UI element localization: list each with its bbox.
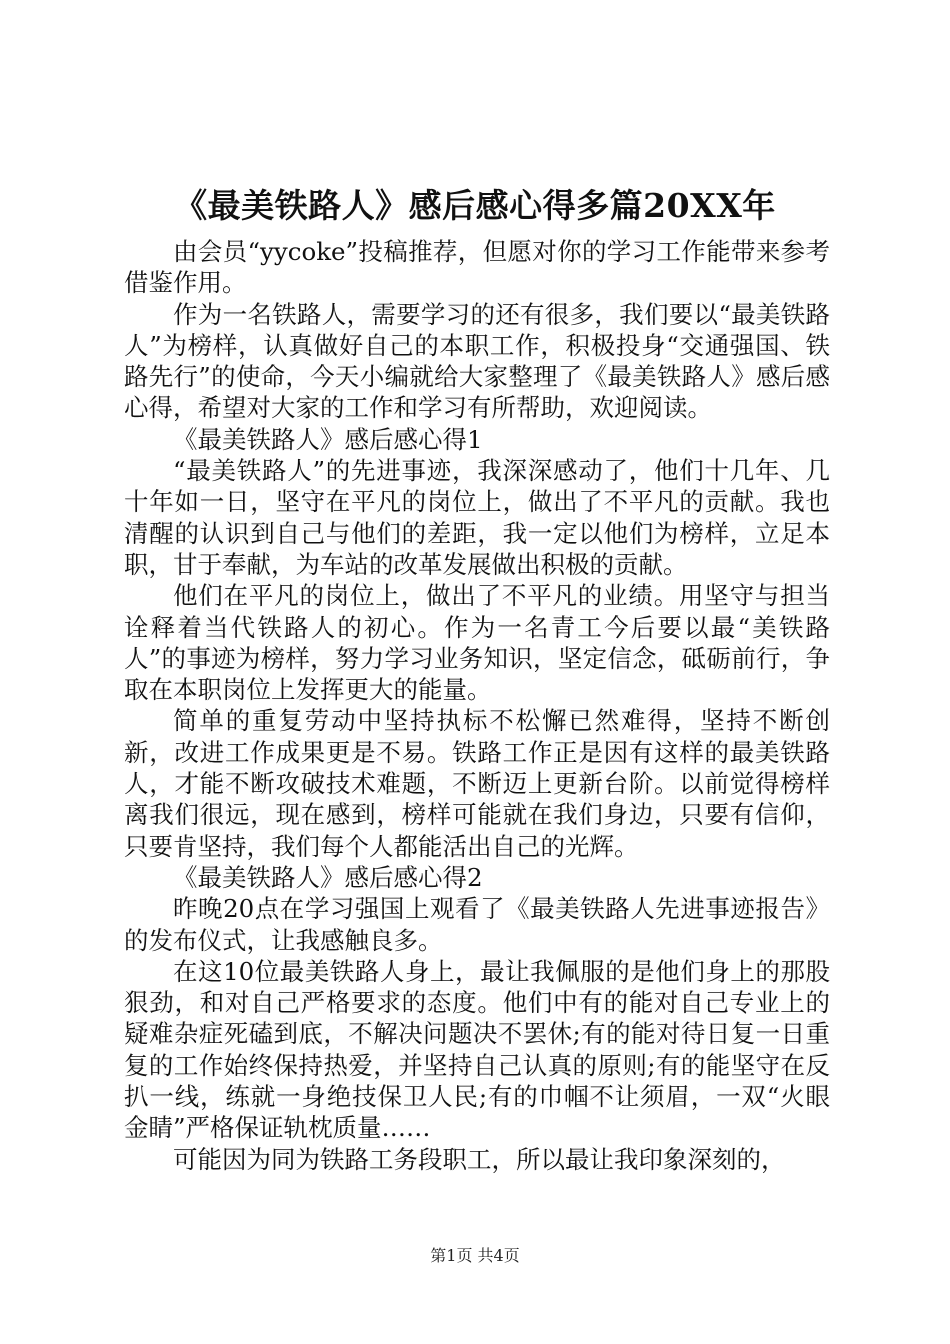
page-number-footer: 第1页 共4页 [430,1246,520,1265]
section-heading-1: 《最美铁路人》感后感心得1 [173,424,483,454]
document-body [124,236,830,1175]
paragraph: 作为一名铁路人，需要学习的还有很多，我们要以“最美铁路人”为榜样，认真做好自己的本职工作，积极投身“交通强国、铁路先行”的使命，今天小编就给大家整理了《最美铁路人》感后感心得，希望对大家的工作和学习有所帮助，欢迎阅读。 [124,299,830,423]
paragraph: 可能因为同为铁路工务段职工，所以最让我印象深刻的， [173,1144,786,1174]
paragraph-intro: 由会员“yycoke”投稿推荐，但愿对你的学习工作能带来参考借鉴作用。 [124,237,830,298]
document-title: 《最美铁路人》感后感心得多篇20XX年 [174,186,776,225]
section-heading-2: 《最美铁路人》感后感心得2 [173,862,483,892]
paragraph: 简单的重复劳动中坚持执标不松懈已然难得，坚持不断创新，改进工作成果更是不易。铁路工作正是因有这样的最美铁路人，才能不断攻破技术难题，不断迈上更新台阶。以前觉得榜样离我们很远，现在感到，榜样可能就在我们身边，只要有信仰，只要肯坚持，我们每个人都能活出自己的光辉。 [124,706,830,861]
paragraph: 在这10位最美铁路人身上，最让我佩服的是他们身上的那股狠劲，和对自己严格要求的态度。他们中有的能对自己专业上的疑难杂症死磕到底，不解决问题决不罢休;有的能对待日复一日重复的工作始终保持热爱，并坚持自己认真的原则;有的能坚守在反扒一线，练就一身绝技保卫人民;有的巾帼不让须眉，一双“火眼金睛”严格保证轨枕质量…… [124,956,830,1143]
paragraph: 他们在平凡的岗位上，做出了不平凡的业绩。用坚守与担当诠释着当代铁路人的初心。作为一名青工今后要以最“美铁路人”的事迹为榜样，努力学习业务知识，坚定信念，砥砺前行，争取在本职岗位上发挥更大的能量。 [124,581,830,705]
paragraph: 昨晚20点在学习强国上观看了《最美铁路人先进事迹报告》的发布仪式，让我感触良多。 [124,894,830,955]
paragraph: “最美铁路人”的先进事迹，我深深感动了，他们十几年、几十年如一日，坚守在平凡的岗位上，做出了不平凡的贡献。我也清醒的认识到自己与他们的差距，我一定以他们为榜样，立足本职，甘于奉献，为车站的改革发展做出积极的贡献。 [124,456,830,579]
